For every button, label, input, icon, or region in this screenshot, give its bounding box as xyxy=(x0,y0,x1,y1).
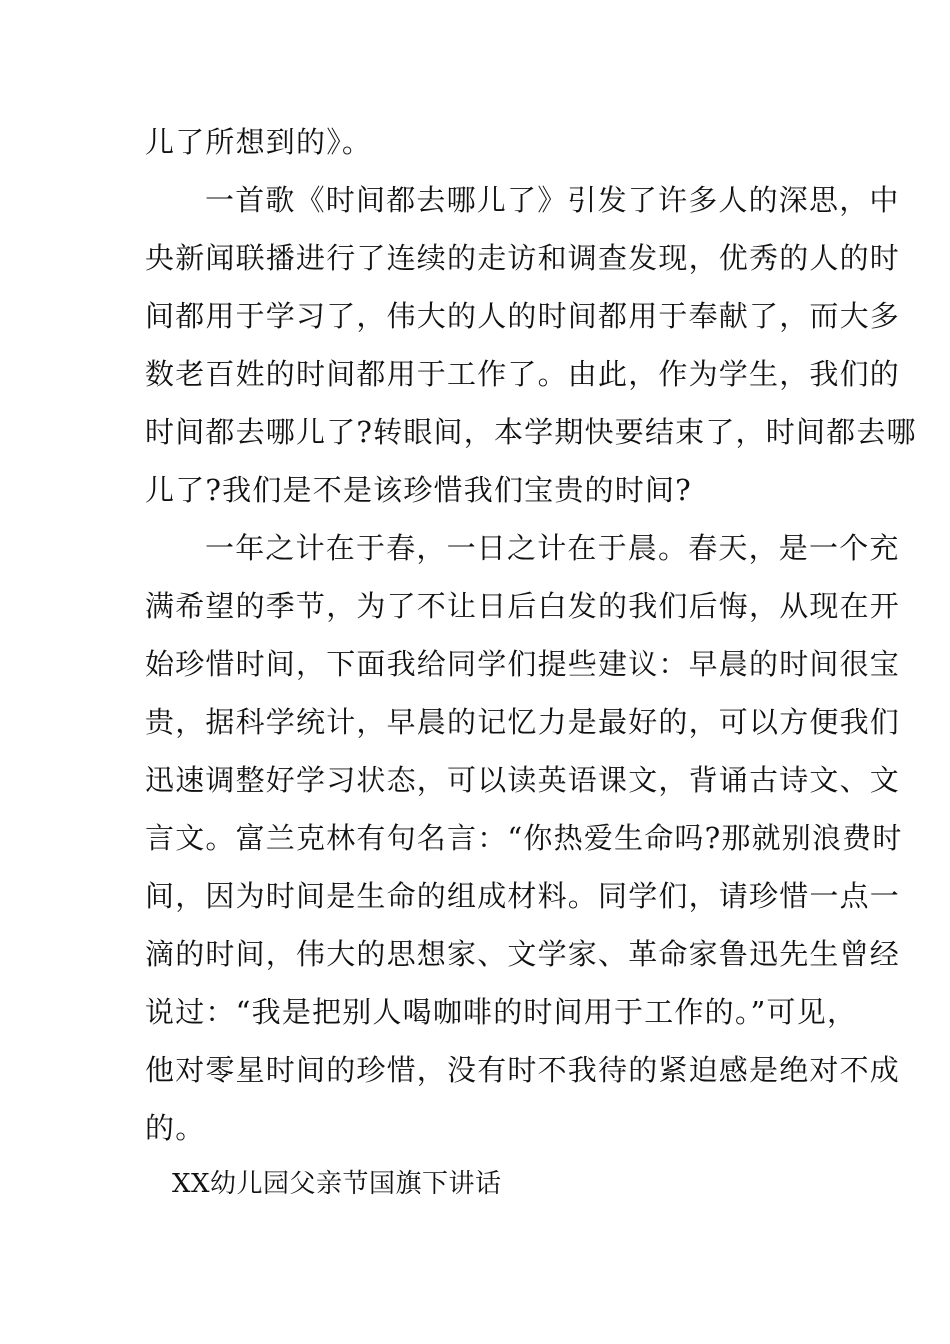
text-line: 他对零星时间的珍惜，没有时不我待的紧迫感是绝对不成 xyxy=(145,1053,901,1087)
text-line: 数老百姓的时间都用于工作了。由此，作为学生，我们的 xyxy=(145,357,901,391)
text-line: 说过：“我是把别人喝咖啡的时间用于工作的。”可见， xyxy=(145,995,858,1029)
text-line: 始珍惜时间，下面我给同学们提些建议：早晨的时间很宝 xyxy=(145,647,901,681)
text-line: 的。 xyxy=(145,1111,206,1145)
text-line: 央新闻联播进行了连续的走访和调查发现，优秀的人的时 xyxy=(145,241,901,275)
text-line: 间都用于学习了，伟大的人的时间都用于奉献了，而大多 xyxy=(145,299,901,333)
text-line: 言文。富兰克林有句名言：“你热爱生命吗?那就别浪费时 xyxy=(145,821,903,855)
text-line: 迅速调整好学习状态，可以读英语课文，背诵古诗文、文 xyxy=(145,763,901,797)
text-line: 时间都去哪儿了?转眼间，本学期快要结束了，时间都去哪 xyxy=(145,415,917,449)
text-line: 贵，据科学统计，早晨的记忆力是最好的，可以方便我们 xyxy=(145,705,901,739)
paragraph-first-line: 一年之计在于春，一日之计在于晨。春天，是一个充 xyxy=(205,531,900,565)
text-line: 满希望的季节，为了不让日后白发的我们后悔，从现在开 xyxy=(145,589,901,623)
text-line: 滴的时间，伟大的思想家、文学家、革命家鲁迅先生曾经 xyxy=(145,937,901,971)
section-heading: XX幼儿园父亲节国旗下讲话 xyxy=(172,1169,502,1199)
text-line: 间，因为时间是生命的组成材料。同学们，请珍惜一点一 xyxy=(145,879,901,913)
text-line: 儿了?我们是不是该珍惜我们宝贵的时间? xyxy=(145,473,692,507)
paragraph-first-line: 一首歌《时间都去哪儿了》引发了许多人的深思，中 xyxy=(205,183,900,217)
text-line: 儿了所想到的》。 xyxy=(145,125,373,159)
